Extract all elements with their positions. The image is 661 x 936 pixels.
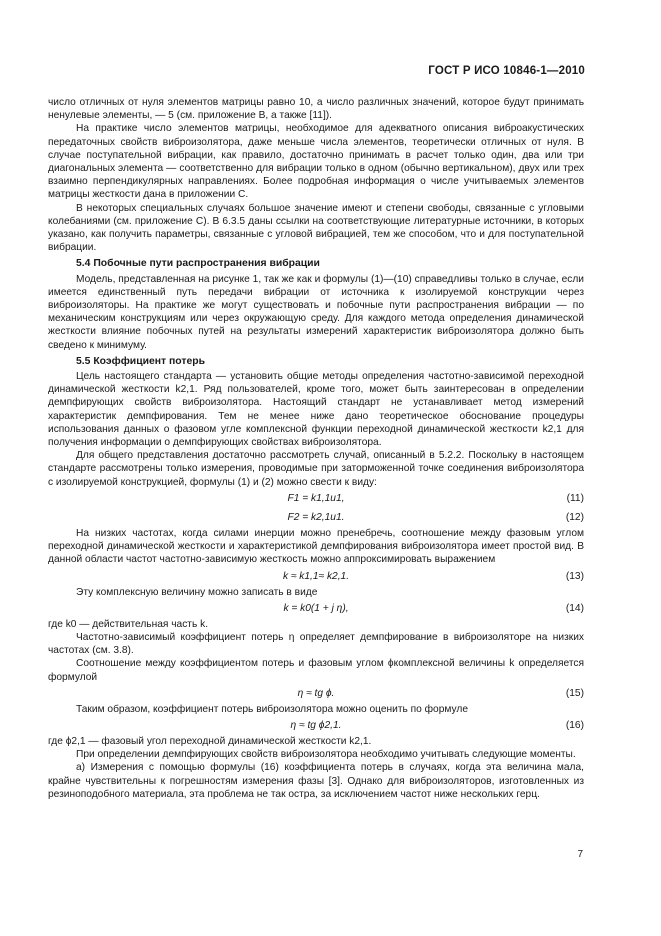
equation-formula: F2 = k2,1u1. <box>287 511 345 523</box>
equation-number: (12) <box>565 511 584 523</box>
equation-number: (14) <box>565 602 584 614</box>
document-code-header: ГОСТ Р ИСО 10846-1—2010 <box>428 65 585 77</box>
equation-formula: F1 = k1,1u1, <box>287 492 345 504</box>
equation-12 <box>48 508 584 527</box>
paragraph: На низких частотах, когда силами инерции можно пренебречь, соотношение между фазовым углом переходной динамической жесткости и характеристикой демпфирования виброизолятора имеет простой вид. В данной области частот частотно-зависимую жесткость можно аппроксимировать выражением <box>48 527 584 566</box>
equation-13 <box>48 567 584 586</box>
page-body <box>48 96 584 801</box>
paragraph: Соотношение между коэффициентом потерь и фазовым углом ϕкомплексной величины k определяется формулой <box>48 658 584 683</box>
equation-formula: η ≈ tg ϕ2,1. <box>290 719 342 731</box>
paragraph: Для общего представления достаточно рассмотреть случай, описанный в 5.2.2. Поскольку в настоящем стандарте рассмотрены только измерения, проводимые при заторможенной точке соединения виброизолятора с изолируемой конструкцией, формулы (1) и (2) можно свести к виду: <box>48 450 584 488</box>
equation-formula: k = k0(1 + j η), <box>283 602 349 614</box>
paragraph: где k0 — действительная часть k. <box>48 618 209 630</box>
equation-number: (16) <box>565 719 584 731</box>
paragraph: При определении демпфирующих свойств виброизолятора необходимо учитывать следующие моменты. <box>76 749 576 761</box>
paragraph: На практике число элементов матрицы, необходимое для адекватного описания виброакустических передаточных свойств виброизолятора, даже меньше числа элементов, теоретически отличных от нуля. В случае поступательной вибрации, как правило, достаточно принимать в расчет только один, два или три диагональных элемента — соответственно для вибрации только в одном (обычно вертикальном), двух или трех взаимно перпендикулярных направлениях. Более подробная информация о числе учитываемых элементов матрицы жесткости дана в приложении С. <box>48 123 584 201</box>
paragraph: число отличных от нуля элементов матрицы равно 10, а число различных значений, которое будут принимать ненулевые элементы, — 5 (см. приложение В, а также [11]). <box>48 97 584 122</box>
equation-16 <box>48 716 584 735</box>
equation-number: (13) <box>565 570 584 582</box>
page-number: 7 <box>577 849 583 860</box>
paragraph: а) Измерения с помощью формулы (16) коэффициента потерь в случаях, когда эта величина мала, крайне чувствительны к погрешностям измерения фазы [3]. Однако для виброизоляторов, изготовленных из резиноподобного материала, эта проблема не так остра, за исключением частот ниже нескольких герц. <box>48 762 584 800</box>
equation-number: (11) <box>566 492 584 504</box>
paragraph: Таким образом, коэффициент потерь виброизолятора можно оценить по формуле <box>76 703 468 715</box>
paragraph: Модель, представленная на рисунке 1, так же как и формулы (1)—(10) справедливы только в случае, если имеется единственный путь передачи вибрации от источника к изолируемой конструкции через виброизоляторы. На практике же могут существовать и побочные пути распространения вибрации — по механическим конструкциям или через окружающую среду. Для каждого метода определения динамической жесткости влияние побочных путей на результаты измерений характеристик виброизолятора должно быть сведено к минимуму. <box>48 273 584 351</box>
section-heading-5-4: 5.4 Побочные пути распространения вибрации <box>76 258 320 270</box>
section-heading-5-5: 5.5 Коэффициент потерь <box>76 355 205 367</box>
equation-formula: k ≈ k1,1≈ k2,1. <box>282 570 350 582</box>
paragraph: Цель настоящего стандарта — установить общие методы определения частотно-зависимой переходной динамической жесткости k2,1. Ряд пользователей, кроме того, может быть заинтересован в определении демпфирующих свойств виброизолятора. Настоящий стандарт не устанавливает метод измерений характеристик демпфирования. Тем не менее ниже дано теоретическое обоснование процедуры использования данных о фазовом угле комплексной функции переходной динамической жесткости k2,1 для получения информации о демпфирующих свойствах виброизолятора. <box>48 371 584 449</box>
paragraph: В некоторых специальных случаях большое значение имеют и степени свободы, связанные с угловыми колебаниями (см. приложение С). В 6.3.5 даны ссылки на соответствующие литературные источники, в которых указано, как получить параметры, связанные с угловой вибрацией, тем же способом, что и для поступательной вибрации. <box>48 202 584 254</box>
paragraph: где ϕ2,1 — фазовый угол переходной динамической жесткости k2,1. <box>48 735 372 747</box>
paragraph: Частотно-зависимый коэффициент потерь η определяет демпфирование в виброизоляторе на низких частотах (см. 3.8). <box>48 631 584 657</box>
equation-formula: η ≈ tg ϕ. <box>297 687 335 699</box>
equation-11 <box>48 489 584 508</box>
paragraph: Эту комплексную величину можно записать в виде <box>76 586 318 598</box>
equation-number: (15) <box>565 687 584 699</box>
equation-15 <box>48 684 584 703</box>
equation-14 <box>48 599 584 618</box>
